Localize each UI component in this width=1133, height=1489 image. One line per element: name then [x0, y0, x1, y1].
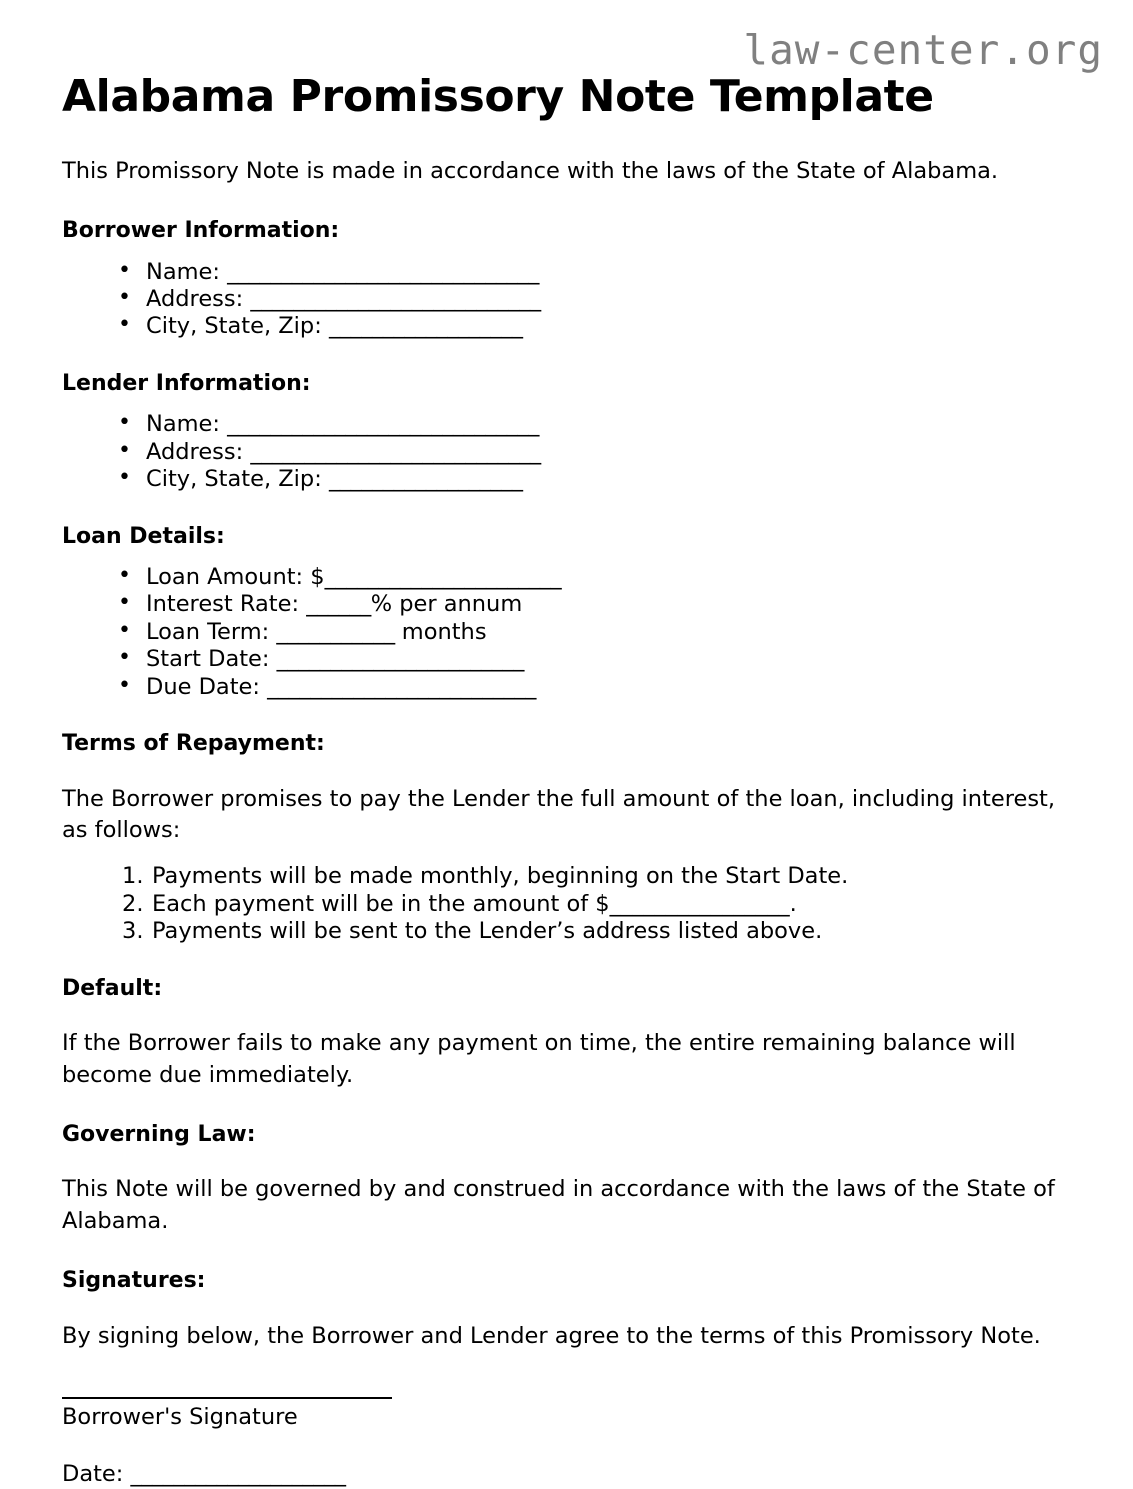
terms-intro-paragraph: The Borrower promises to pay the Lender the full amount of the loan, including interest, as follows:	[62, 785, 1056, 844]
list-item	[114, 259, 1071, 286]
field-label: Loan Amount: $	[146, 563, 325, 590]
field-blank[interactable]: ___________________________	[250, 285, 541, 312]
borrower-field-list	[62, 245, 1071, 341]
lender-field-list	[62, 397, 1071, 493]
section-heading-default: Default:	[62, 975, 163, 1001]
field-blank[interactable]: __________________	[328, 313, 523, 340]
governing-law-paragraph: This Note will be governed by and construed in accordance with the laws of the State of Alabama.	[62, 1176, 1055, 1235]
list-item: Payments will be made monthly, beginning on the Start Date.	[152, 863, 849, 890]
field-blank[interactable]: _____________________________	[227, 411, 539, 438]
section-heading-terms-of-repayment: Terms of Repayment:	[62, 731, 325, 757]
field-blank[interactable]: ______________________	[324, 563, 562, 590]
section-heading-governing-law: Governing Law:	[62, 1121, 256, 1147]
field-blank[interactable]: ___________________________	[250, 438, 541, 465]
list-item	[114, 564, 1071, 591]
field-label: Name:	[146, 258, 220, 285]
field-label: Address:	[146, 438, 244, 465]
field-blank[interactable]: _________________________	[267, 673, 536, 700]
site-watermark: law-center.org	[743, 26, 1103, 74]
field-label: Loan Term:	[146, 618, 270, 645]
field-label: Address:	[146, 285, 244, 312]
field-suffix: % per annum	[370, 591, 523, 618]
page-title: Alabama Promissory Note Template	[62, 71, 934, 122]
field-blank[interactable]: _____________________________	[227, 258, 539, 285]
date-label: Date:	[62, 1460, 124, 1487]
list-item	[114, 646, 1071, 673]
field-label: City, State, Zip:	[146, 466, 322, 493]
signature-line[interactable]	[62, 1397, 392, 1399]
field-label: Due Date:	[146, 673, 260, 700]
list-item	[114, 674, 1071, 701]
list-item: Each payment will be in the amount of $________________.	[152, 890, 797, 917]
borrower-signature-label: Borrower's Signature	[62, 1403, 298, 1430]
list-item: Payments will be sent to the Lender’s address listed above.	[152, 918, 823, 945]
field-blank[interactable]: ___________	[276, 618, 395, 645]
list-item	[114, 591, 1071, 618]
field-suffix: months	[394, 618, 487, 645]
section-heading-lender-information: Lender Information:	[62, 370, 311, 396]
list-item	[114, 313, 1071, 340]
field-blank[interactable]: ______	[306, 591, 371, 618]
field-blank[interactable]: _______________________	[276, 646, 524, 673]
section-heading-borrower-information: Borrower Information:	[62, 218, 340, 244]
default-paragraph: If the Borrower fails to make any payment on time, the entire remaining balance will become due immediately.	[62, 1030, 1016, 1089]
list-item	[114, 411, 1071, 438]
signature-date-row	[62, 1432, 1071, 1489]
section-heading-loan-details: Loan Details:	[62, 523, 225, 549]
list-item	[114, 439, 1071, 466]
field-label: Start Date:	[146, 646, 270, 673]
field-label: Name:	[146, 411, 220, 438]
field-label: Interest Rate:	[146, 591, 300, 618]
terms-ordered-list	[62, 847, 1071, 945]
intro-paragraph: This Promissory Note is made in accordance with the laws of the State of Alabama.	[62, 158, 999, 185]
loan-details-field-list	[62, 550, 1071, 701]
field-blank[interactable]: __________________	[328, 466, 523, 493]
date-blank[interactable]: ____________________	[130, 1460, 346, 1487]
signature-block	[62, 1353, 1071, 1489]
list-item	[114, 286, 1071, 313]
signatures-paragraph: By signing below, the Borrower and Lender agree to the terms of this Promissory Note.	[62, 1322, 1041, 1349]
list-item	[114, 466, 1071, 493]
section-heading-signatures: Signatures:	[62, 1268, 206, 1294]
field-label: City, State, Zip:	[146, 313, 322, 340]
list-item	[114, 619, 1071, 646]
